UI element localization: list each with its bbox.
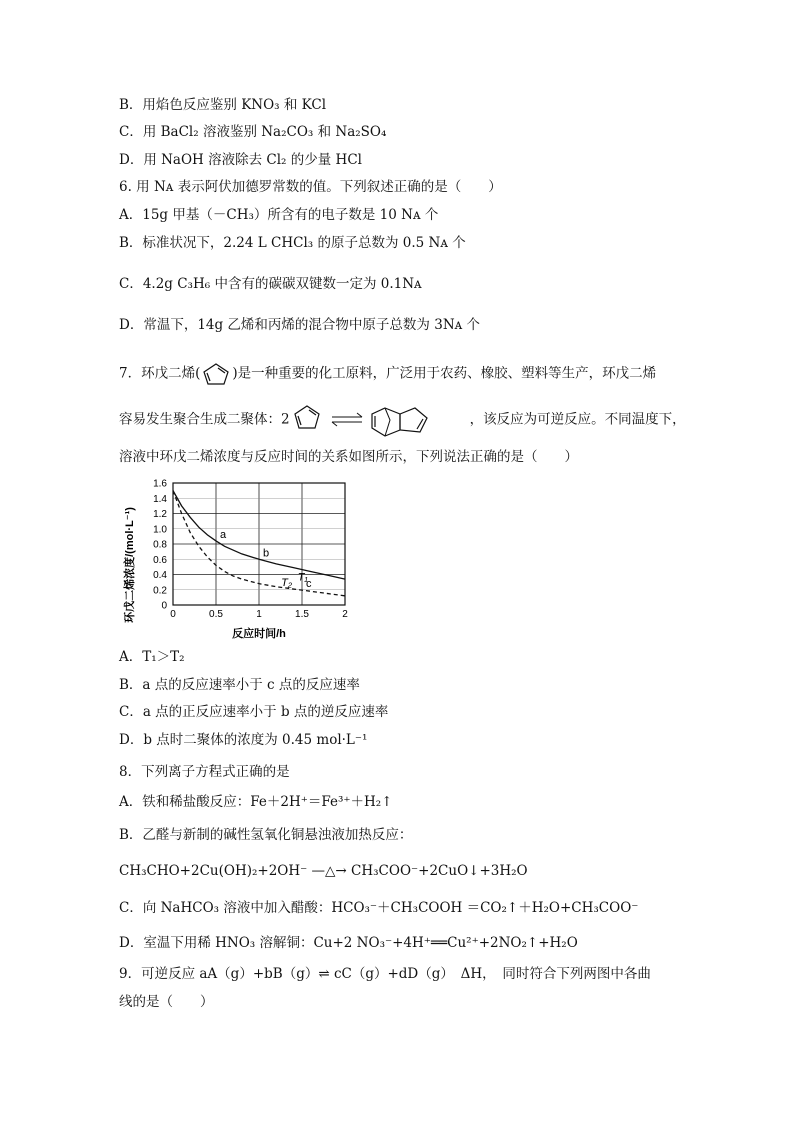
q8-option-c: C．向 NaHCO₃ 溶液中加入醋酸：HCO₃⁻＋CH₃COOH ＝CO₂↑＋H₂O+CH₃COO⁻: [119, 900, 639, 916]
y-tick-label: 0: [161, 600, 167, 612]
q7-option-b: B．a 点的反应速率小于 c 点的反应速率: [119, 677, 360, 693]
q7-option-c: C．a 点的正反应速率小于 b 点的逆反应速率: [119, 704, 389, 720]
q9-stem: 9．可逆反应 aA（g）+bB（g）⇌ cC（g）+dD（g） ΔH， 同时符合下列两图中各曲: [119, 966, 651, 982]
x-tick-label: 0.5: [209, 609, 223, 620]
q8-option-b: B．乙醛与新制的碱性氢氧化铜悬浊液加热反应：: [119, 827, 413, 843]
q5-option-d: D．用 NaOH 溶液除去 Cl₂ 的少量 HCl: [119, 152, 362, 168]
point-label-b: b: [263, 547, 270, 560]
q5-option-b: B．用焰色反应鉴别 KNO₃ 和 KCl: [119, 97, 327, 113]
cyclopentadiene-icon: [200, 362, 232, 386]
q6-option-b: B．标准状况下，2.24 L CHCl₃ 的原子总数为 0.5 Nᴀ 个: [119, 235, 466, 251]
dimerization-equation-icon: [290, 400, 470, 440]
q7-line2-part2: ，该反应为可逆反应。不同温度下，: [469, 411, 686, 428]
q8-option-b-equation: CH₃CHO+2Cu(OH)₂+2OH⁻ —△→ CH₃COO⁻+2CuO↓+3H₂O: [119, 863, 528, 879]
y-tick-label: 0.4: [153, 570, 167, 581]
q7-option-a: A．T₁＞T₂: [119, 649, 185, 665]
y-axis-title: 环戊二烯浓度/(mol·L⁻¹): [124, 507, 136, 623]
q8-option-a: A．铁和稀盐酸反应：Fe＋2H⁺＝Fe³⁺＋H₂↑: [119, 794, 393, 810]
q7-stem-part2: )是一种重要的化工原料，广泛用于农药、橡胶、塑料等生产，环戊二烯: [232, 365, 657, 382]
q8-stem: 8．下列离子方程式正确的是: [119, 764, 290, 780]
q7-option-d: D．b 点时二聚体的浓度为 0.45 mol·L⁻¹: [119, 732, 368, 748]
q6-option-a: A．15g 甲基（－CH₃）所含有的电子数是 10 Nᴀ 个: [119, 207, 439, 223]
q6-option-d: D．常温下，14g 乙烯和丙烯的混合物中原子总数为 3Nᴀ 个: [119, 317, 481, 333]
q7-stem: [119, 362, 656, 386]
curve-label-T2: T₂: [281, 577, 293, 590]
x-tick-label: 1.5: [295, 609, 309, 620]
x-tick-label: 2: [342, 609, 348, 620]
point-label-a: a: [220, 528, 227, 541]
q6-stem: 6. 用 Nᴀ 表示阿伏加德罗常数的值。下列叙述正确的是（ ）: [119, 179, 502, 195]
x-tick-label: 1: [256, 609, 262, 620]
y-tick-label: 1.4: [153, 493, 167, 505]
q7-line2-part1: 容易发生聚合生成二聚体：2: [119, 411, 290, 428]
y-tick-label: 1.2: [153, 509, 167, 520]
q7-stem-part1: 7．环戊二烯(: [119, 365, 201, 382]
q6-option-c: C．4.2g C₃H₆ 中含有的碳碳双键数一定为 0.1Nᴀ: [119, 276, 422, 292]
point-label-c: c: [306, 577, 312, 590]
q9-stem-line2: 线的是（ ）: [119, 994, 214, 1010]
y-tick-label: 0.6: [153, 554, 167, 566]
y-tick-label: 1.6: [153, 478, 167, 490]
y-tick-label: 0.2: [153, 585, 167, 597]
concentration-time-chart: [119, 475, 369, 645]
x-axis-title: 反应时间/h: [232, 628, 286, 640]
x-tick-label: 0: [170, 609, 176, 620]
q7-line3: 溶液中环戊二烯浓度与反应时间的关系如图所示，下列说法正确的是（ ）: [119, 449, 578, 465]
q7-line2: [119, 400, 686, 440]
y-tick-label: 0.8: [153, 539, 167, 551]
q5-option-c: C．用 BaCl₂ 溶液鉴别 Na₂CO₃ 和 Na₂SO₄: [119, 124, 387, 140]
q8-option-d: D．室温下用稀 HNO₃ 溶解铜：Cu+2 NO₃⁻+4H⁺══Cu²⁺+2NO₂↑+H₂O: [119, 935, 578, 951]
curve-label-T1: T₁: [297, 571, 308, 584]
y-tick-label: 1.0: [153, 524, 167, 536]
